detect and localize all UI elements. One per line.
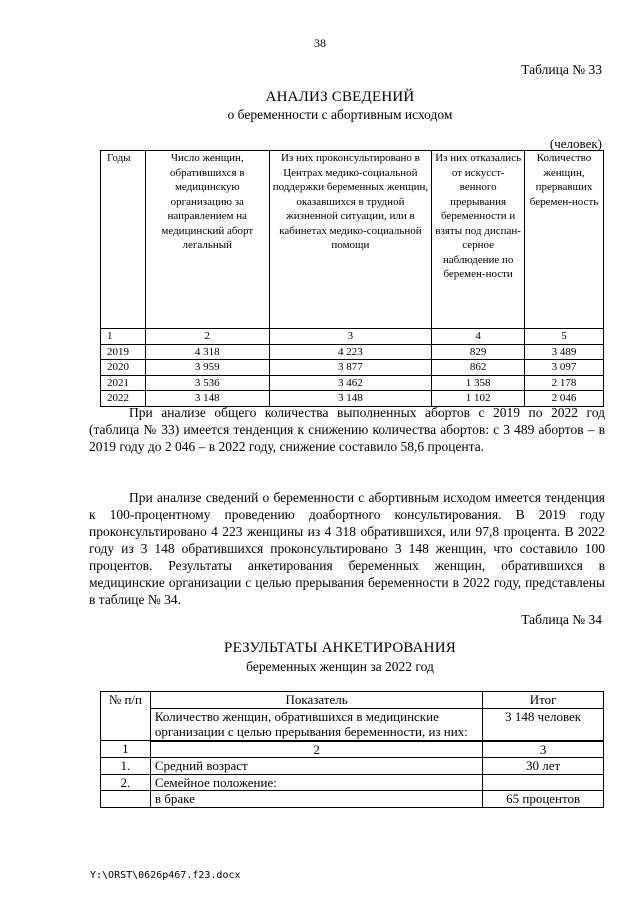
colnum-cell: 3 — [483, 741, 604, 758]
year-cell: 2022 — [101, 391, 146, 407]
document-path-footer: Y:\ORST\0626p467.f23.docx — [90, 870, 241, 881]
data-cell: 2 178 — [525, 375, 604, 391]
row-total-cell: 65 процентов — [483, 791, 604, 808]
intro-total-cell: 3 148 человек — [483, 708, 604, 741]
table-34-intro-row — [101, 708, 604, 741]
row-num-cell: 1. — [101, 758, 151, 775]
header-cell: Годы — [101, 151, 146, 329]
row-indicator-cell: Средний возраст — [150, 758, 483, 775]
data-cell: 3 148 — [145, 391, 269, 407]
data-cell: 3 148 — [269, 391, 432, 407]
table-33-label: Таблица № 33 — [521, 62, 602, 77]
table-33-colnum-row — [101, 329, 604, 345]
table-row — [101, 791, 604, 808]
data-cell: 829 — [432, 344, 525, 360]
colnum-cell: 1 — [101, 329, 146, 345]
table-33-unit: (человек) — [549, 136, 602, 151]
data-cell: 4 223 — [269, 344, 432, 360]
colnum-cell: 5 — [525, 329, 604, 345]
table-row — [101, 375, 604, 391]
data-cell: 3 877 — [269, 360, 432, 376]
table-34-title: РЕЗУЛЬТАТЫ АНКЕТИРОВАНИЯ — [224, 640, 456, 656]
row-num-cell — [101, 791, 151, 808]
table-33-header-row — [101, 151, 604, 329]
header-num-cell: № п/п — [101, 692, 151, 741]
row-indicator-cell: Семейное положение: — [150, 774, 483, 791]
header-cell: Из них проконсультировано в Центрах медико-социальной поддержки беременных женщин, оказавшихся в трудной жизненной ситуации, или в кабинетах медико-социальной помощи — [269, 151, 432, 329]
row-indicator-cell: в браке — [150, 791, 483, 808]
table-row — [101, 758, 604, 775]
header-cell: Из них отказались от искусст-венного прерывания беременности и взяты под диспан-серное наблюдение по беремен-ности — [432, 151, 525, 329]
table-33 — [100, 150, 604, 407]
data-cell: 3 097 — [525, 360, 604, 376]
table-34-subtitle: беременных женщин за 2022 год — [246, 659, 434, 674]
header-total-cell: Итог — [483, 692, 604, 709]
table-33-title: АНАЛИЗ СВЕДЕНИЙ — [265, 89, 415, 105]
table-34-label: Таблица № 34 — [521, 612, 602, 627]
data-cell: 3 959 — [145, 360, 269, 376]
header-cell: Количество женщин, прервавших беремен-ность — [525, 151, 604, 329]
page-number: 38 — [314, 36, 326, 50]
table-row — [101, 344, 604, 360]
colnum-cell: 4 — [432, 329, 525, 345]
data-cell: 3 489 — [525, 344, 604, 360]
year-cell: 2020 — [101, 360, 146, 376]
paragraph-1: При анализе общего количества выполненных абортов с 2019 по 2022 год (таблица № 33) имеется тенденция к снижению количества абортов: с 3 489 абортов – в 2019 году до 2 046 – в 2022 году, снижение составило 58,6 процента. — [89, 405, 605, 454]
year-cell: 2019 — [101, 344, 146, 360]
data-cell: 3 536 — [145, 375, 269, 391]
data-cell: 2 046 — [525, 391, 604, 407]
data-cell: 4 318 — [145, 344, 269, 360]
intro-indicator-cell: Количество женщин, обратившихся в медицинские организации с целью прерывания беременности, из них: — [150, 708, 483, 741]
table-33-subtitle: о беременности с абортивным исходом — [227, 107, 453, 122]
table-34 — [100, 691, 604, 808]
table-34-header-row — [101, 692, 604, 709]
colnum-cell: 2 — [145, 329, 269, 345]
colnum-cell: 1 — [101, 741, 151, 758]
colnum-cell: 3 — [269, 329, 432, 345]
table-34-colnum-row — [101, 741, 604, 758]
row-num-cell: 2. — [101, 774, 151, 791]
header-indicator-cell: Показатель — [150, 692, 483, 709]
row-total-cell: 30 лет — [483, 758, 604, 775]
data-cell: 862 — [432, 360, 525, 376]
header-cell: Число женщин, обратившихся в медицинскую организацию за направлением на медицинский аборт легальный — [145, 151, 269, 329]
year-cell: 2021 — [101, 375, 146, 391]
data-cell: 1 102 — [432, 391, 525, 407]
paragraph-2: При анализе сведений о беременности с абортивным исходом имеется тенденция к 100-процентному проведению доабортного консультирования. В 2019 году проконсультировано 4 223 женщины из 4 318 обратившихся, или 97,8 процента. В 2022 году из 3 148 обратившихся проконсультировано 3 148 женщин, что составило 100 процентов. Результаты анкетирования беременных женщин, обратившихся в медицинские организации с целью прерывания беременности в 2022 году, представлены в таблице № 34. — [89, 490, 605, 607]
row-total-cell — [483, 774, 604, 791]
data-cell: 3 462 — [269, 375, 432, 391]
data-cell: 1 358 — [432, 375, 525, 391]
colnum-cell: 2 — [150, 741, 483, 758]
table-row — [101, 774, 604, 791]
table-row — [101, 360, 604, 376]
